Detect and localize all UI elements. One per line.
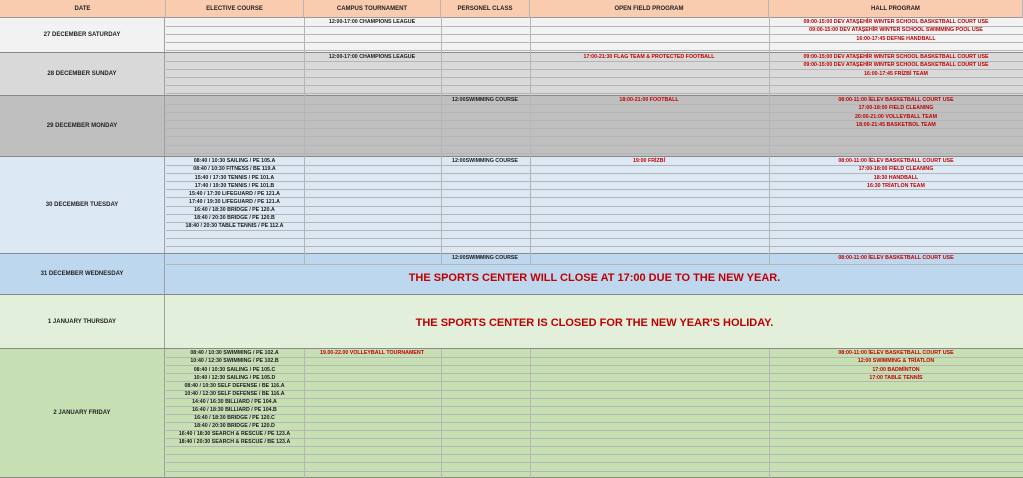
campus-tournament-entry: 19.00-22.00 VOLLEYBALL TOURNAMENT bbox=[319, 350, 424, 357]
grid-column-line bbox=[441, 349, 442, 478]
header-date: DATE bbox=[0, 0, 166, 18]
elective-course-entry: 16:40 / 18:30 SEARCH & RESCUE / PE 123.A bbox=[178, 431, 291, 438]
hall-program-entry: 09:00-15:00 DEV ATAŞEHİR WINTER SCHOOL BASKETBALL COURT USE bbox=[803, 54, 989, 61]
date-cell: 2 JANUARY FRIDAY bbox=[0, 349, 165, 477]
date-cell: 30 DECEMBER TUESDAY bbox=[0, 157, 165, 253]
elective-course-entry: 08:40 / 10:30 SAILING / PE 105.C bbox=[193, 366, 276, 373]
grid-line bbox=[166, 264, 1023, 265]
elective-course-entry: 08:40 / 10:30 SAILING / PE 105.A bbox=[193, 158, 276, 165]
grid-column-line bbox=[304, 254, 305, 264]
hall-program-entry: 20:00-21:00 VOLLEYBALL TEAM bbox=[854, 113, 938, 120]
grid-line bbox=[166, 93, 1023, 94]
grid-line bbox=[166, 230, 1023, 231]
open-field-entry: 19:00 FRİZBİ bbox=[632, 158, 666, 165]
grid-column-line bbox=[530, 96, 531, 157]
grid-line bbox=[166, 153, 1023, 154]
grid-column-line bbox=[441, 53, 442, 96]
grid-line bbox=[166, 246, 1023, 247]
hall-program-entry: 18:30 HANDBALL bbox=[873, 174, 919, 181]
elective-course-entry: 17:40 / 19:30 LIFEGUARD / PE 121.A bbox=[189, 198, 280, 205]
grid-column-line bbox=[441, 157, 442, 254]
header-personel-class: PERSONEL CLASS bbox=[441, 0, 530, 18]
hall-program-entry: 17:00-18:00 FIELD CLEANING bbox=[858, 105, 934, 112]
hall-program-entry: 16:00-17:45 DEFNE HANDBALL bbox=[856, 35, 936, 42]
grid-line bbox=[166, 238, 1023, 239]
closing-notice: THE SPORTS CENTER WILL CLOSE AT 17:00 DUE TO THE NEW YEAR. bbox=[408, 272, 781, 284]
grid-column-line bbox=[530, 254, 531, 264]
hall-program-entry: 08:00-11:00 İELEV BASKETBALL COURT USE bbox=[838, 97, 954, 104]
elective-course-entry: 16:40 / 18:30 BILLIARD / PE 104.B bbox=[192, 407, 277, 413]
hall-program-entry: 08:00-11:00 İELEV BASKETBALL COURT USE bbox=[838, 158, 954, 165]
grid-column-line bbox=[530, 157, 531, 254]
grid-column-line bbox=[530, 18, 531, 53]
grid-line bbox=[166, 136, 1023, 137]
grid-line bbox=[166, 462, 1023, 463]
hall-program-entry: 08:00-11:00 İELEV BASKETBALL COURT USE bbox=[838, 255, 954, 262]
grid-line bbox=[166, 85, 1023, 86]
elective-course-entry: 15:40 / 17:30 TENNIS / PE 101.A bbox=[194, 174, 275, 181]
header-hall-program: HALL PROGRAM bbox=[769, 0, 1023, 18]
date-cell: 29 DECEMBER MONDAY bbox=[0, 96, 165, 156]
holiday-notice: THE SPORTS CENTER IS CLOSED FOR THE NEW YEAR'S HOLIDAY. bbox=[415, 317, 774, 329]
elective-course-entry: 18:40 / 20:30 TABLE TENNIS / PE 112.A bbox=[185, 223, 284, 230]
elective-course-entry: 18:40 / 20:30 SEARCH & RESCUE / BE 123.A bbox=[178, 439, 291, 446]
grid-line bbox=[166, 471, 1023, 472]
elective-course-entry: 16:40 / 18:30 BRIDGE / PE 120.C bbox=[194, 415, 275, 422]
hall-program-entry: 17:00 TABLE TENNİS bbox=[869, 374, 923, 381]
date-cell: 27 DECEMBER SATURDAY bbox=[0, 18, 165, 52]
elective-course-entry: 18:40 / 20:30 BRIDGE / PE 120.D bbox=[194, 423, 275, 430]
elective-course-entry: 10:40 / 12:30 SAILING / PE 105.D bbox=[193, 374, 276, 381]
open-field-entry: 18:00-21:00 FOOTBALL bbox=[619, 97, 679, 104]
elective-course-entry: 16:40 / 18:30 BRIDGE / PE 120.A bbox=[194, 206, 275, 213]
header-campus-tournament: CAMPUS TOURNAMENT bbox=[304, 0, 441, 18]
personel-class-entry: 12:00SWIMMING COURSE bbox=[452, 158, 518, 165]
grid-column-line bbox=[304, 96, 305, 157]
open-field-entry: 17:00-21:30 FLAG TEAM & PROTECTED FOOTBALL bbox=[583, 54, 715, 61]
hall-program-entry: 16:00-17:45 FRİZBİ TEAM bbox=[864, 70, 928, 77]
elective-course-entry: 08:40 / 10:30 SELF DEFENSE / BE 116.A bbox=[184, 382, 285, 389]
hall-program-entry: 17:00-18:00 FIELD CLEANING bbox=[858, 166, 934, 173]
campus-tournament-entry: 12:00-17:00 CHAMPIONS LEAGUE bbox=[328, 19, 416, 26]
hall-program-entry: 09:00-15:00 DEV ATAŞEHİR WINTER SCHOOL SWIMMING POOL USE bbox=[809, 27, 983, 34]
date-cell: 1 JANUARY THURSDAY bbox=[0, 295, 165, 348]
hall-program-entry: 16:30 TRİATLON TEAM bbox=[867, 182, 925, 189]
elective-course-entry: 18:40 / 20:30 BRIDGE / PE 120.B bbox=[194, 215, 275, 221]
date-cell: 28 DECEMBER SUNDAY bbox=[0, 53, 165, 95]
elective-course-entry: 17:40 / 19:30 TENNIS / PE 101.B bbox=[194, 182, 275, 189]
hall-program-entry: 17:00 BADMİNTON bbox=[872, 366, 920, 373]
hall-program-entry: 12:00 SWIMMING & TRİATLON bbox=[857, 358, 935, 365]
hall-program-entry: 08:00-11:00 İELEV BASKETBALL COURT USE bbox=[838, 350, 954, 357]
hall-program-entry: 09:00-15:00 DEV ATAŞEHİR WINTER SCHOOL BASKETBALL COURT USE bbox=[803, 62, 989, 69]
grid-column-line bbox=[441, 18, 442, 53]
personel-class-entry: 12:00SWIMMING COURSE bbox=[452, 97, 518, 104]
hall-program-entry: 09:00-15:00 DEV ATAŞEHİR WINTER SCHOOL BASKETBALL COURT USE bbox=[803, 19, 989, 26]
elective-course-entry: 10:40 / 12:30 SWIMMING / PE 102.B bbox=[190, 358, 279, 365]
elective-course-entry: 08:40 / 10:30 SWIMMING / PE 102.A bbox=[190, 350, 279, 357]
grid-column-line bbox=[304, 157, 305, 254]
personel-class-entry: 12:00SWIMMING COURSE bbox=[452, 255, 518, 262]
grid-column-line bbox=[304, 349, 305, 478]
elective-course-entry: 15:40 / 17:30 LIFEGUARD / PE 121.A bbox=[189, 190, 280, 197]
campus-tournament-entry: 12:00-17:00 CHAMPIONS LEAGUE bbox=[328, 54, 416, 61]
hall-program-entry: 18:00-21:45 BASKETBOL TEAM bbox=[856, 121, 936, 128]
grid-column-line bbox=[441, 96, 442, 157]
grid-line bbox=[166, 454, 1023, 455]
grid-line bbox=[166, 50, 1023, 51]
header-elective-course: ELECTIVE COURSE bbox=[166, 0, 304, 18]
grid-line bbox=[166, 145, 1023, 146]
elective-course-entry: 14:40 / 16:30 BILLIARD / PE 104.A bbox=[192, 398, 277, 405]
elective-course-entry: 08:40 / 10:30 FITNESS / BE 119.A bbox=[193, 166, 276, 173]
date-cell: 31 DECEMBER WEDNESDAY bbox=[0, 254, 165, 294]
grid-column-line bbox=[530, 349, 531, 478]
header-open-field-program: OPEN FIELD PROGRAM bbox=[530, 0, 769, 18]
elective-course-entry: 10:40 / 12:30 SELF DEFENSE / BE 116.A bbox=[184, 390, 285, 397]
